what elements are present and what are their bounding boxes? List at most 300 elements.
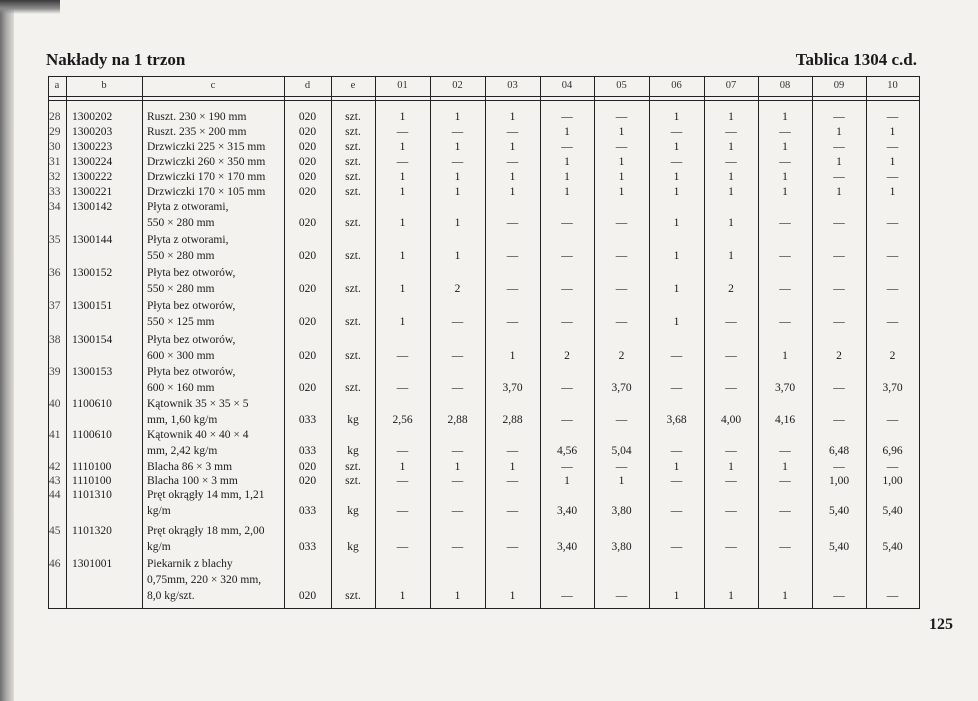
item-description: Płyta bez otworów,	[147, 366, 236, 378]
quantity-cell: 1	[564, 126, 570, 138]
quantity-cell: 1	[454, 217, 461, 229]
quantity-cell: 1	[618, 156, 625, 168]
quantity-cell: 5,40	[828, 541, 850, 553]
quantity-cell: —	[615, 590, 628, 602]
row-number: 36	[49, 267, 61, 279]
quantity-cell: 2	[889, 350, 896, 362]
unit-code: 020	[298, 350, 317, 362]
item-code: 1300202	[72, 111, 113, 123]
quantity-cell: —	[670, 541, 683, 553]
page-corner-shadow	[0, 0, 60, 14]
quantity-cell: —	[886, 141, 899, 153]
unit-name: szt.	[345, 171, 361, 183]
item-code: 1101310	[72, 489, 112, 501]
item-description: Płyta bez otworów,	[147, 267, 236, 279]
quantity-cell: 1	[728, 171, 734, 183]
item-description: 550 × 125 mm	[147, 316, 215, 328]
item-description: 600 × 300 mm	[147, 350, 215, 362]
quantity-cell: 1	[618, 186, 625, 198]
quantity-cell: 1	[509, 461, 516, 473]
quantity-cell: —	[396, 382, 409, 394]
quantity-cell: 1	[454, 461, 461, 473]
item-description: 550 × 280 mm	[147, 217, 215, 229]
quantity-cell: 1	[399, 316, 406, 328]
quantity-cell: —	[725, 126, 737, 138]
quantity-cell: —	[451, 316, 464, 328]
quantity-cell: 6,96	[882, 445, 903, 457]
quantity-cell: —	[833, 316, 845, 328]
quantity-cell: —	[886, 250, 899, 262]
quantity-cell: —	[506, 126, 519, 138]
item-code: 1110100	[72, 475, 112, 487]
quantity-cell: —	[670, 445, 683, 457]
unit-code: 020	[298, 111, 317, 123]
quantity-cell: 1	[673, 590, 680, 602]
quantity-cell: 1	[728, 111, 734, 123]
quantity-cell: —	[561, 283, 573, 295]
row-number: 32	[49, 171, 61, 183]
quantity-cell: 1	[673, 111, 680, 123]
quantity-cell: —	[779, 445, 791, 457]
header-double-rule	[48, 100, 919, 101]
quantity-cell: 1	[509, 111, 516, 123]
quantity-cell: 1	[618, 475, 625, 487]
quantity-cell: —	[615, 283, 628, 295]
quantity-cell: —	[886, 171, 899, 183]
quantity-cell: 1	[509, 186, 516, 198]
quantity-cell: 1	[673, 461, 680, 473]
item-code: 1301001	[72, 558, 113, 570]
item-code: 1300153	[72, 366, 113, 378]
quantity-cell: —	[886, 414, 899, 426]
item-description: Blacha 86 × 3 mm	[147, 461, 233, 473]
quantity-cell: 1	[673, 250, 680, 262]
quantity-cell: 2,88	[502, 414, 523, 426]
quantity-cell: 1	[782, 590, 788, 602]
quantity-cell: 1	[509, 171, 516, 183]
unit-code: 033	[298, 445, 317, 457]
quantity-cell: 1	[782, 461, 788, 473]
item-description: Płyta bez otworów,	[147, 300, 236, 312]
quantity-cell: 1	[618, 126, 625, 138]
quantity-cell: —	[561, 141, 573, 153]
quantity-cell: —	[833, 111, 845, 123]
column-rule	[66, 76, 67, 609]
item-code: 1300224	[72, 156, 113, 168]
quantity-cell: —	[561, 590, 573, 602]
quantity-cell: 1	[889, 126, 896, 138]
quantity-cell: 1	[889, 156, 896, 168]
table-bottom-rule	[48, 608, 919, 609]
column-rule	[142, 76, 143, 609]
quantity-cell: 1	[399, 217, 406, 229]
quantity-cell: 2,88	[447, 414, 468, 426]
quantity-cell: —	[670, 126, 683, 138]
quantity-cell: 1	[673, 171, 680, 183]
quantity-cell: 1	[673, 217, 680, 229]
quantity-cell: 3,68	[666, 414, 687, 426]
quantity-cell: —	[615, 316, 628, 328]
item-code: 1300154	[72, 334, 113, 346]
unit-name: szt.	[345, 156, 361, 168]
unit-name: szt.	[345, 141, 361, 153]
quantity-cell: —	[506, 250, 519, 262]
quantity-cell: —	[561, 217, 573, 229]
quantity-cell: —	[833, 217, 845, 229]
quantity-cell: 2,56	[392, 414, 413, 426]
item-description: Piekarnik z blachy	[147, 558, 233, 570]
unit-name: kg	[347, 505, 359, 517]
item-code: 1300221	[72, 186, 113, 198]
quantity-cell: 1	[454, 250, 461, 262]
unit-name: kg	[347, 541, 359, 553]
row-number: 31	[49, 156, 61, 168]
item-description: 0,75mm, 220 × 320 mm,	[147, 574, 262, 586]
quantity-cell: —	[561, 382, 573, 394]
unit-code: 020	[298, 316, 317, 328]
row-number: 42	[49, 461, 61, 473]
item-description: Drzwiczki 225 × 315 mm	[147, 141, 266, 153]
item-description: kg/m	[147, 541, 171, 553]
quantity-cell: 1	[836, 126, 842, 138]
column-header: 02	[452, 80, 463, 91]
table-label: Tablica 1304 c.d.	[795, 50, 917, 69]
quantity-cell: —	[886, 283, 899, 295]
quantity-cell: 4,16	[774, 414, 796, 426]
quantity-cell: 3,70	[502, 382, 523, 394]
item-description: Pręt okrągły 18 mm, 2,00	[147, 525, 265, 537]
quantity-cell: —	[833, 283, 845, 295]
quantity-cell: 6,48	[828, 445, 850, 457]
quantity-cell: —	[779, 217, 791, 229]
quantity-cell: 1	[836, 186, 842, 198]
quantity-cell: 5,04	[611, 445, 632, 457]
quantity-cell: —	[396, 475, 409, 487]
quantity-cell: —	[561, 111, 573, 123]
quantity-cell: —	[670, 475, 683, 487]
column-header: 10	[887, 80, 898, 91]
column-header: 03	[507, 80, 518, 91]
quantity-cell: 1	[509, 141, 516, 153]
page-number: 125	[929, 616, 953, 633]
item-description: Blacha 100 × 3 mm	[147, 475, 238, 487]
quantity-cell: 1	[673, 141, 680, 153]
quantity-cell: —	[396, 505, 409, 517]
quantity-cell: 1	[399, 250, 406, 262]
quantity-cell: 1	[399, 186, 406, 198]
quantity-cell: 1	[564, 171, 570, 183]
quantity-cell: —	[725, 505, 737, 517]
unit-name: kg	[347, 445, 359, 457]
quantity-cell: 1	[454, 186, 461, 198]
quantity-cell: 1	[889, 186, 896, 198]
row-number: 30	[49, 141, 61, 153]
quantity-cell: 1	[673, 283, 680, 295]
quantity-cell: —	[561, 250, 573, 262]
quantity-cell: 3,70	[882, 382, 903, 394]
quantity-cell: —	[725, 475, 737, 487]
quantity-cell: —	[886, 590, 899, 602]
quantity-cell: 1	[782, 171, 788, 183]
item-code: 1100610	[72, 398, 112, 410]
quantity-cell: 3,70	[774, 382, 796, 394]
quantity-cell: 1	[728, 590, 734, 602]
header-bottom-rule	[48, 96, 919, 97]
quantity-cell: —	[451, 350, 464, 362]
quantity-cell: 1	[454, 590, 461, 602]
quantity-cell: —	[779, 156, 791, 168]
row-number: 29	[49, 126, 61, 138]
quantity-cell: —	[615, 414, 628, 426]
unit-name: szt.	[345, 126, 361, 138]
quantity-cell: —	[833, 382, 845, 394]
quantity-cell: 1	[454, 111, 461, 123]
quantity-cell: 2	[618, 350, 625, 362]
quantity-cell: 1	[673, 186, 680, 198]
unit-name: szt.	[345, 217, 361, 229]
quantity-cell: —	[396, 156, 409, 168]
unit-code: 020	[298, 126, 317, 138]
item-description: Kątownik 35 × 35 × 5	[147, 398, 249, 410]
unit-code: 033	[298, 414, 317, 426]
quantity-cell: —	[779, 250, 791, 262]
unit-code: 020	[298, 141, 317, 153]
quantity-cell: 2	[454, 283, 461, 295]
row-number: 45	[49, 525, 61, 537]
quantity-cell: —	[561, 316, 573, 328]
row-number: 37	[49, 300, 61, 312]
quantity-cell: 1	[782, 111, 788, 123]
quantity-cell: 1	[782, 186, 788, 198]
unit-name: kg	[347, 414, 359, 426]
quantity-cell: —	[506, 316, 519, 328]
column-header: 07	[725, 80, 737, 91]
quantity-cell: —	[396, 445, 409, 457]
quantity-cell: 5,40	[882, 541, 903, 553]
unit-code: 020	[298, 156, 317, 168]
quantity-cell: —	[506, 541, 519, 553]
row-number: 46	[49, 558, 61, 570]
quantity-cell: —	[615, 461, 628, 473]
column-header: 09	[833, 80, 845, 91]
quantity-cell: 5,40	[828, 505, 850, 517]
quantity-cell: 2	[728, 283, 734, 295]
unit-code: 020	[298, 590, 317, 602]
quantity-cell: 1	[564, 156, 570, 168]
column-header: e	[350, 80, 356, 91]
item-description: Drzwiczki 170 × 105 mm	[147, 186, 266, 198]
quantity-cell: —	[833, 414, 845, 426]
quantity-cell: —	[725, 445, 737, 457]
quantity-cell: 4,56	[556, 445, 578, 457]
quantity-cell: —	[561, 414, 573, 426]
unit-name: szt.	[345, 382, 361, 394]
quantity-cell: 1	[399, 590, 406, 602]
unit-code: 020	[298, 283, 317, 295]
quantity-cell: 1	[782, 350, 788, 362]
quantity-cell: 1	[509, 350, 516, 362]
column-rule	[919, 76, 920, 609]
column-header: 08	[779, 80, 791, 91]
item-description: Pręt okrągły 14 mm, 1,21	[147, 489, 265, 501]
quantity-cell: 1	[564, 475, 570, 487]
quantity-cell: 4,00	[720, 414, 742, 426]
quantity-cell: —	[451, 541, 464, 553]
unit-name: szt.	[345, 461, 361, 473]
quantity-cell: —	[886, 217, 899, 229]
book-binding-shadow	[0, 0, 14, 701]
quantity-cell: —	[615, 141, 628, 153]
unit-name: szt.	[345, 475, 361, 487]
item-code: 1300144	[72, 234, 113, 246]
quantity-cell: —	[670, 382, 683, 394]
item-description: Płyta bez otworów,	[147, 334, 236, 346]
quantity-cell: —	[396, 541, 409, 553]
row-number: 28	[49, 111, 61, 123]
item-description: mm, 2,42 kg/m	[147, 445, 218, 457]
quantity-cell: 1	[399, 141, 406, 153]
quantity-cell: —	[833, 141, 845, 153]
row-number: 40	[49, 398, 61, 410]
quantity-cell: —	[506, 445, 519, 457]
quantity-cell: —	[725, 350, 737, 362]
quantity-cell: —	[725, 382, 737, 394]
unit-code: 020	[298, 382, 317, 394]
unit-code: 020	[298, 475, 317, 487]
quantity-cell: —	[451, 126, 464, 138]
quantity-cell: 1,00	[882, 475, 903, 487]
unit-code: 020	[298, 461, 317, 473]
quantity-cell: —	[779, 541, 791, 553]
quantity-cell: 1	[728, 186, 734, 198]
quantity-cell: —	[451, 382, 464, 394]
item-description: Płyta z otworami,	[147, 234, 229, 246]
column-header: 04	[561, 80, 573, 91]
quantity-cell: —	[396, 350, 409, 362]
quantity-cell: —	[451, 156, 464, 168]
quantity-cell: 3,80	[611, 505, 632, 517]
quantity-cell: —	[779, 475, 791, 487]
quantity-cell: —	[506, 283, 519, 295]
quantity-cell: —	[396, 126, 409, 138]
item-description: mm, 1,60 kg/m	[147, 414, 218, 426]
column-header: 01	[397, 80, 408, 91]
row-number: 35	[49, 234, 61, 246]
page-title: Nakłady na 1 trzon	[46, 50, 186, 69]
quantity-cell: 1	[673, 316, 680, 328]
item-description: kg/m	[147, 505, 171, 517]
data-table	[48, 76, 919, 609]
unit-name: szt.	[345, 590, 361, 602]
quantity-cell: 1	[399, 171, 406, 183]
quantity-cell: 1	[399, 111, 406, 123]
quantity-cell: —	[615, 250, 628, 262]
item-description: 600 × 160 mm	[147, 382, 215, 394]
unit-code: 020	[298, 186, 317, 198]
quantity-cell: 5,40	[882, 505, 903, 517]
unit-code: 020	[298, 171, 317, 183]
item-description: Drzwiczki 170 × 170 mm	[147, 171, 266, 183]
quantity-cell: 1	[454, 171, 461, 183]
item-code: 1100610	[72, 429, 112, 441]
item-description: 8,0 kg/szt.	[147, 590, 195, 602]
quantity-cell: —	[725, 316, 737, 328]
column-header: d	[304, 80, 311, 91]
quantity-cell: 2	[564, 350, 570, 362]
quantity-cell: —	[451, 475, 464, 487]
quantity-cell: 3,80	[611, 541, 632, 553]
item-description: Kątownik 40 × 40 × 4	[147, 429, 249, 441]
unit-name: szt.	[345, 350, 361, 362]
quantity-cell: —	[561, 461, 573, 473]
quantity-cell: —	[670, 350, 683, 362]
quantity-cell: —	[779, 505, 791, 517]
quantity-cell: 1	[454, 141, 461, 153]
quantity-cell: 1	[728, 461, 734, 473]
column-header: c	[210, 80, 216, 91]
quantity-cell: —	[451, 505, 464, 517]
column-header: a	[54, 80, 60, 91]
quantity-cell: —	[779, 316, 791, 328]
quantity-cell: 1	[399, 283, 406, 295]
unit-code: 033	[298, 505, 317, 517]
quantity-cell: —	[886, 461, 899, 473]
item-code: 1300203	[72, 126, 113, 138]
item-description: Ruszt. 230 × 190 mm	[147, 111, 247, 123]
quantity-cell: 3,70	[611, 382, 632, 394]
item-description: Drzwiczki 260 × 350 mm	[147, 156, 266, 168]
quantity-cell: —	[725, 156, 737, 168]
unit-code: 020	[298, 250, 317, 262]
quantity-cell: 1	[728, 141, 734, 153]
quantity-cell: —	[506, 156, 519, 168]
quantity-cell: 1	[509, 590, 516, 602]
quantity-cell: 2	[836, 350, 842, 362]
quantity-cell: —	[833, 590, 845, 602]
item-description: Płyta z otworami,	[147, 201, 229, 213]
quantity-cell: 1	[782, 141, 788, 153]
column-header: 06	[671, 80, 682, 91]
row-number: 33	[49, 186, 61, 198]
item-code: 1300151	[72, 300, 113, 312]
quantity-cell: —	[779, 126, 791, 138]
item-code: 1110100	[72, 461, 112, 473]
quantity-cell: —	[725, 541, 737, 553]
quantity-cell: —	[833, 461, 845, 473]
quantity-cell: —	[615, 111, 628, 123]
unit-code: 020	[298, 217, 317, 229]
quantity-cell: 1	[728, 250, 734, 262]
quantity-cell: —	[506, 505, 519, 517]
item-code: 1101320	[72, 525, 112, 537]
quantity-cell: 1	[564, 186, 570, 198]
column-header: b	[101, 80, 107, 91]
quantity-cell: —	[451, 445, 464, 457]
item-description: 550 × 280 mm	[147, 283, 215, 295]
quantity-cell: 1	[618, 171, 625, 183]
quantity-cell: 3,40	[556, 505, 578, 517]
row-number: 34	[49, 201, 61, 213]
row-number: 43	[49, 475, 61, 487]
quantity-cell: —	[506, 475, 519, 487]
quantity-cell: —	[506, 217, 519, 229]
unit-name: szt.	[345, 111, 361, 123]
quantity-cell: —	[670, 156, 683, 168]
quantity-cell: —	[670, 505, 683, 517]
quantity-cell: 1	[399, 461, 406, 473]
quantity-cell: —	[886, 111, 899, 123]
item-code: 1300223	[72, 141, 113, 153]
